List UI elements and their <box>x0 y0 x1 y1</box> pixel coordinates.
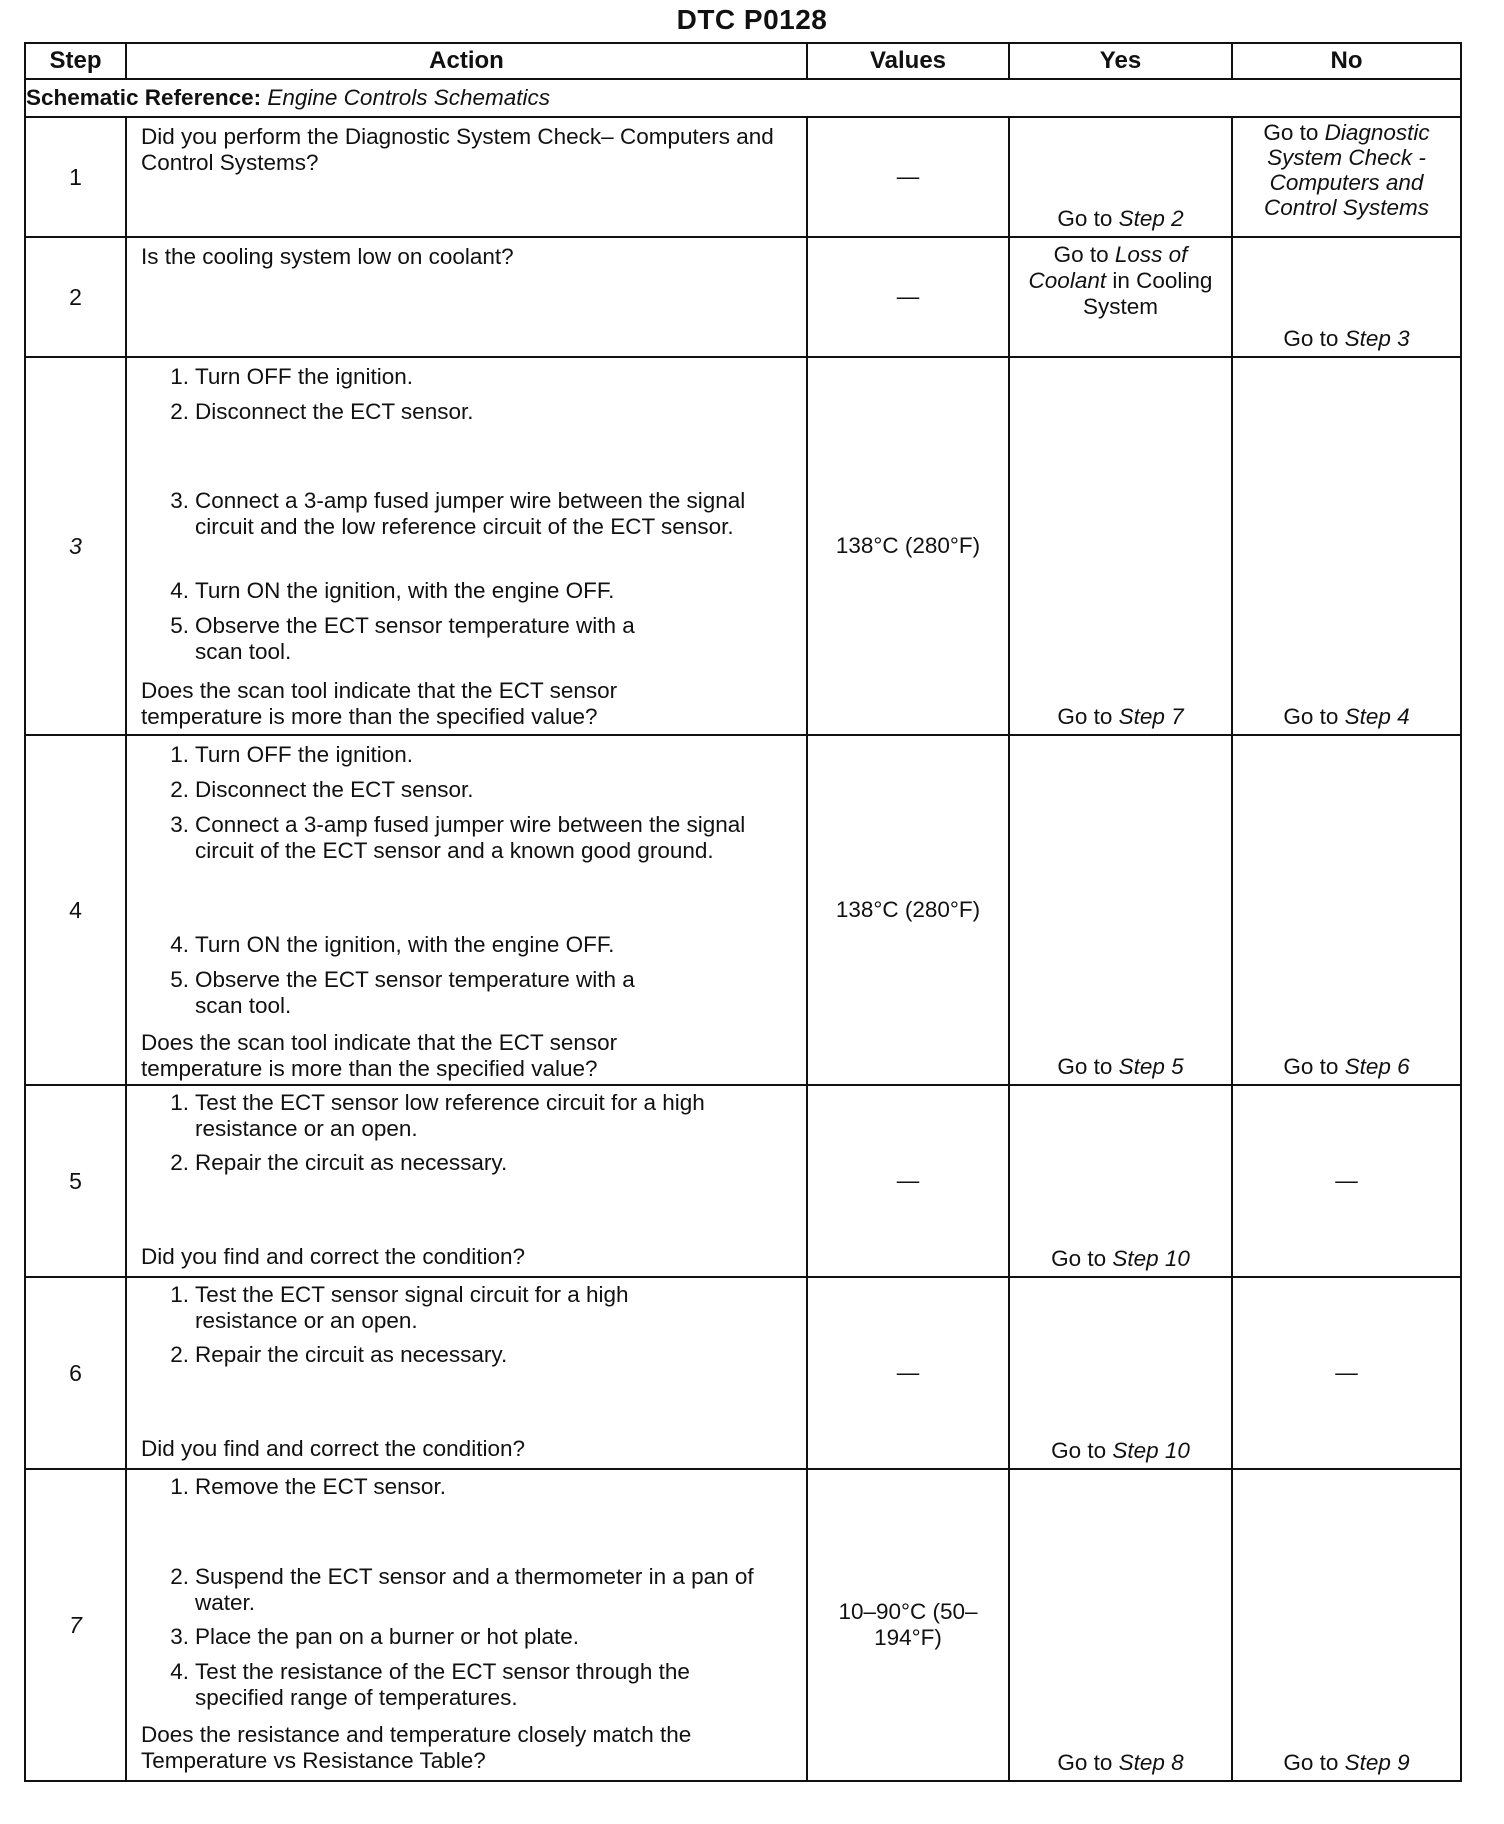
table-row <box>25 237 1461 357</box>
schematic-reference-value: Engine Controls Schematics <box>267 85 551 110</box>
header-no: No <box>1232 43 1461 79</box>
goto-prefix: Go to <box>1057 1054 1119 1079</box>
step-number: 5 <box>25 1085 126 1277</box>
action-step: 1. Remove the ECT sensor. <box>170 1474 446 1499</box>
yes-goto[interactable] <box>1010 242 1231 320</box>
action-question: Is the cooling system low on coolant? <box>141 244 514 269</box>
yes-cell <box>1009 117 1232 237</box>
header-action: Action <box>126 43 807 79</box>
action-cell <box>126 735 807 1085</box>
action-cell <box>126 1085 807 1277</box>
step-number: 4 <box>25 735 126 1085</box>
yes-goto[interactable] <box>1010 206 1231 232</box>
yes-goto[interactable] <box>1010 1750 1231 1776</box>
schematic-reference <box>25 79 1461 117</box>
action-step: 4. Turn ON the ignition, with the engine OFF. <box>170 578 615 603</box>
header-values: Values <box>807 43 1009 79</box>
goto-target: Step 8 <box>1118 1750 1184 1775</box>
document-title: DTC P0128 <box>676 4 828 35</box>
no-cell <box>1232 117 1461 237</box>
table-row <box>25 735 1461 1085</box>
action-step: 2. Repair the circuit as necessary. <box>170 1150 508 1175</box>
yes-cell <box>1009 357 1232 735</box>
goto-target: Diagnostic System Check - Computers and Control Systems <box>1263 120 1430 220</box>
value-cell: — <box>807 1085 1009 1277</box>
table-row <box>25 117 1461 237</box>
no-cell <box>1232 357 1461 735</box>
goto-target: Loss of Coolant <box>1028 242 1188 293</box>
goto-target: Step 6 <box>1344 1054 1410 1079</box>
action-step: 4. Turn ON the ignition, with the engine OFF. <box>170 932 615 957</box>
goto-target: Step 3 <box>1344 326 1410 351</box>
goto-suffix: in Cooling System <box>1082 268 1213 319</box>
action-question: Does the resistance and temperature closely match the Temperature vs Resistance Table? <box>141 1722 692 1773</box>
no-cell <box>1232 1277 1461 1469</box>
goto-prefix: Go to <box>1053 242 1115 267</box>
step-number: 2 <box>25 237 126 357</box>
table-row <box>25 1277 1461 1469</box>
goto-target: Step 4 <box>1344 704 1410 729</box>
step-number: 6 <box>25 1277 126 1469</box>
action-question: Does the scan tool indicate that the ECT sensor temperature is more than the specified value? <box>141 1030 618 1081</box>
yes-cell <box>1009 735 1232 1085</box>
action-step: 1. Test the ECT sensor signal circuit for a high resistance or an open. <box>170 1282 629 1333</box>
action-cell <box>126 117 807 237</box>
no-value: — <box>1335 1360 1358 1385</box>
action-cell <box>126 237 807 357</box>
goto-target: Step 9 <box>1344 1750 1410 1775</box>
action-question: Does the scan tool indicate that the ECT sensor temperature is more than the specified value? <box>141 678 618 729</box>
goto-prefix: Go to <box>1057 1750 1119 1775</box>
action-question: Did you perform the Diagnostic System Check– Computers and Control Systems? <box>141 124 774 175</box>
value-cell: 138°C (280°F) <box>807 735 1009 1085</box>
no-cell <box>1232 1085 1461 1277</box>
no-goto[interactable] <box>1233 326 1460 352</box>
value-cell: 138°C (280°F) <box>807 357 1009 735</box>
action-cell <box>126 1277 807 1469</box>
goto-prefix: Go to <box>1283 704 1345 729</box>
action-question: Did you find and correct the condition? <box>141 1244 525 1269</box>
goto-prefix: Go to <box>1283 326 1345 351</box>
action-step: 2. Disconnect the ECT sensor. <box>170 777 474 802</box>
action-step: 4. Test the resistance of the ECT sensor through the specified range of temperatures. <box>170 1659 690 1710</box>
goto-prefix: Go to <box>1283 1054 1345 1079</box>
action-step: 3. Place the pan on a burner or hot plate. <box>170 1624 580 1649</box>
yes-goto[interactable] <box>1010 1438 1231 1464</box>
table-row <box>25 357 1461 735</box>
goto-target: Step 2 <box>1118 206 1184 231</box>
table-row <box>25 1085 1461 1277</box>
no-goto[interactable] <box>1233 120 1460 220</box>
action-step: 1. Turn OFF the ignition. <box>170 742 414 767</box>
value-cell: — <box>807 117 1009 237</box>
no-cell <box>1232 1469 1461 1781</box>
goto-prefix: Go to <box>1263 120 1325 145</box>
action-step: 2. Suspend the ECT sensor and a thermometer in a pan of water. <box>170 1564 754 1615</box>
goto-prefix: Go to <box>1051 1438 1113 1463</box>
yes-cell <box>1009 1277 1232 1469</box>
yes-goto[interactable] <box>1010 1246 1231 1272</box>
action-step: 3. Connect a 3-amp fused jumper wire between the signal circuit of the ECT sensor and a known good ground. <box>170 812 746 863</box>
no-goto[interactable] <box>1233 1750 1460 1776</box>
no-value: — <box>1335 1168 1358 1193</box>
value-text: 10–90°C (50–194°F) <box>838 1599 978 1650</box>
table-row <box>25 1469 1461 1781</box>
schematic-reference-label: Schematic Reference: <box>26 85 262 110</box>
no-cell <box>1232 237 1461 357</box>
action-step: 3. Connect a 3-amp fused jumper wire between the signal circuit and the low reference circuit of the ECT sensor. <box>170 488 746 539</box>
step-number: 7 <box>25 1469 126 1781</box>
no-goto[interactable] <box>1233 704 1460 730</box>
action-step: 2. Disconnect the ECT sensor. <box>170 399 474 424</box>
header-yes: Yes <box>1009 43 1232 79</box>
header-row <box>25 43 1461 79</box>
goto-prefix: Go to <box>1057 704 1119 729</box>
goto-prefix: Go to <box>1057 206 1119 231</box>
action-step: 5. Observe the ECT sensor temperature with a scan tool. <box>170 613 635 664</box>
action-step: 1. Test the ECT sensor low reference circuit for a high resistance or an open. <box>170 1090 705 1141</box>
yes-cell <box>1009 237 1232 357</box>
no-goto[interactable] <box>1233 1054 1460 1080</box>
action-cell <box>126 357 807 735</box>
no-cell <box>1232 735 1461 1085</box>
action-cell <box>126 1469 807 1781</box>
action-question: Did you find and correct the condition? <box>141 1436 525 1461</box>
yes-goto[interactable] <box>1010 1054 1231 1080</box>
goto-target: Step 10 <box>1112 1438 1190 1463</box>
action-step: 5. Observe the ECT sensor temperature with a scan tool. <box>170 967 635 1018</box>
goto-target: Step 10 <box>1112 1246 1190 1271</box>
goto-target: Step 7 <box>1118 704 1184 729</box>
goto-prefix: Go to <box>1051 1246 1113 1271</box>
goto-prefix: Go to <box>1283 1750 1345 1775</box>
action-step: 2. Repair the circuit as necessary. <box>170 1342 508 1367</box>
yes-goto[interactable] <box>1010 704 1231 730</box>
schematic-reference-row <box>25 79 1461 117</box>
value-cell: — <box>807 1277 1009 1469</box>
diagnostic-table <box>24 42 1462 1782</box>
yes-cell <box>1009 1469 1232 1781</box>
yes-cell <box>1009 1085 1232 1277</box>
header-step: Step <box>25 43 126 79</box>
value-cell: — <box>807 237 1009 357</box>
step-number: 1 <box>25 117 126 237</box>
goto-target: Step 5 <box>1118 1054 1184 1079</box>
step-number: 3 <box>25 357 126 735</box>
value-cell <box>807 1469 1009 1781</box>
action-step: 1. Turn OFF the ignition. <box>170 364 414 389</box>
